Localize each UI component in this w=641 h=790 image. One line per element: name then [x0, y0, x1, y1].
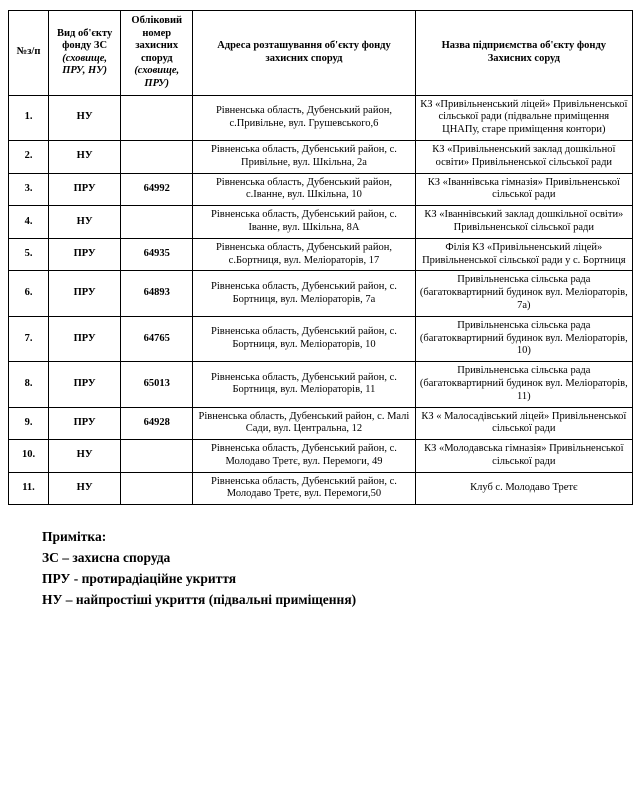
table-row	[9, 95, 633, 140]
column-header-enterprise	[415, 11, 632, 96]
cell-enterprise: Привільненська сільська рада (багатоквартирний будинок вул. Меліораторів, 7а)	[415, 271, 632, 316]
table-row	[9, 407, 633, 440]
cell-enterprise: КЗ « Малосадівський ліцей» Привільненської сільської ради	[415, 407, 632, 440]
cell-type: НУ	[49, 472, 121, 505]
cell-number: 8.	[9, 362, 49, 407]
column-header-account	[121, 11, 193, 96]
cell-type: НУ	[49, 440, 121, 473]
cell-account: 64935	[121, 238, 193, 271]
cell-enterprise: КЗ «Іваннівська гімназія» Привільненської сільської ради	[415, 173, 632, 206]
table-row	[9, 362, 633, 407]
cell-type: ПРУ	[49, 173, 121, 206]
cell-account: 64928	[121, 407, 193, 440]
table-row	[9, 238, 633, 271]
cell-type: ПРУ	[49, 407, 121, 440]
cell-type: ПРУ	[49, 316, 121, 361]
cell-enterprise: Привільненська сільська рада (багатоквартирний будинок вул. Меліораторів, 11)	[415, 362, 632, 407]
cell-type: ПРУ	[49, 238, 121, 271]
cell-address: Рівненська область, Дубенський район, с. Бортниця, вул. Меліораторів, 11	[193, 362, 415, 407]
cell-number: 1.	[9, 95, 49, 140]
table-row	[9, 440, 633, 473]
cell-enterprise: КЗ «Привільненський ліцей» Привільненської сільської ради (підвальне приміщення ЦНАПу, старе приміщення контори)	[415, 95, 632, 140]
column-header-type-sublabel: (сховище, ПРУ, НУ)	[62, 52, 108, 77]
table-header-row	[9, 11, 633, 96]
cell-number: 3.	[9, 173, 49, 206]
cell-number: 7.	[9, 316, 49, 361]
cell-account	[121, 206, 193, 239]
column-header-account-sublabel: (сховище, ПРУ)	[134, 65, 180, 89]
cell-type: НУ	[49, 140, 121, 173]
cell-address: Рівненська область, Дубенський район, с. Малі Сади, вул. Центральна, 12	[193, 407, 415, 440]
table-row	[9, 271, 633, 316]
table-row	[9, 140, 633, 173]
column-header-enterprise-label: Назва підприємства об'єкту фонду Захисних соруд	[441, 40, 607, 64]
cell-enterprise: КЗ «Молодавська гімназія» Привільненської сільської ради	[415, 440, 632, 473]
cell-number: 11.	[9, 472, 49, 505]
table-row	[9, 206, 633, 239]
column-header-number	[9, 11, 49, 96]
cell-address: Рівненська область, Дубенський район, с.Бортниця, вул. Меліораторів, 17	[193, 238, 415, 271]
cell-address: Рівненська область, Дубенський район, с. Молодаво Третє, вул. Перемоги,50	[193, 472, 415, 505]
table-body	[9, 95, 633, 505]
table-header	[9, 11, 633, 96]
cell-type: НУ	[49, 206, 121, 239]
cell-address: Рівненська область, Дубенський район, с. Іванне, вул. Шкільна, 8А	[193, 206, 415, 239]
cell-number: 5.	[9, 238, 49, 271]
cell-address: Рівненська область, Дубенський район, с.Привільне, вул. Грушевського,6	[193, 95, 415, 140]
notes-block	[42, 527, 633, 611]
shelters-table	[8, 10, 633, 505]
table-row	[9, 472, 633, 505]
cell-address: Рівненська область, Дубенський район, с. Бортниця, вул. Меліораторів, 10	[193, 316, 415, 361]
cell-account	[121, 472, 193, 505]
cell-type: ПРУ	[49, 362, 121, 407]
column-header-type-label: Вид об'єкту фонду ЗС	[56, 27, 113, 52]
cell-address: Рівненська область, Дубенський район, с.Іванне, вул. Шкільна, 10	[193, 173, 415, 206]
table-row	[9, 173, 633, 206]
column-header-address	[193, 11, 415, 96]
note-line-2: НУ – найпростіші укриття (підвальні приміщення)	[42, 592, 357, 608]
cell-number: 9.	[9, 407, 49, 440]
cell-type: ПРУ	[49, 271, 121, 316]
column-header-type	[49, 11, 121, 96]
cell-address: Рівненська область, Дубенський район, с. Привільне, вул. Шкільна, 2а	[193, 140, 415, 173]
table-row	[9, 316, 633, 361]
cell-type: НУ	[49, 95, 121, 140]
cell-account: 64893	[121, 271, 193, 316]
cell-account: 65013	[121, 362, 193, 407]
cell-enterprise: Філія КЗ «Привільненський ліцей» Привільненської сільської ради у с. Бортниця	[415, 238, 632, 271]
cell-enterprise: КЗ «Іваннівський заклад дошкільної освіти» Привільненської сільської ради	[415, 206, 632, 239]
cell-account	[121, 95, 193, 140]
cell-account	[121, 440, 193, 473]
cell-account	[121, 140, 193, 173]
cell-enterprise: Привільненська сільська рада (багатоквартирний будинок вул. Меліораторів, 10)	[415, 316, 632, 361]
note-line-1: ПРУ - протирадіаційне укриття	[42, 571, 237, 587]
notes-title: Примітка:	[42, 529, 107, 545]
cell-enterprise: Клуб с. Молодаво Третє	[415, 472, 632, 505]
cell-account: 64765	[121, 316, 193, 361]
cell-number: 6.	[9, 271, 49, 316]
column-header-address-label: Адреса розташування об'єкту фонду захисних споруд	[217, 40, 391, 64]
cell-account: 64992	[121, 173, 193, 206]
column-header-account-label: Обліковий номер захисних споруд	[131, 15, 183, 64]
note-line-0: ЗС – захисна споруда	[42, 550, 171, 566]
cell-number: 4.	[9, 206, 49, 239]
cell-number: 2.	[9, 140, 49, 173]
cell-number: 10.	[9, 440, 49, 473]
cell-address: Рівненська область, Дубенський район, с. Бортниця, вул. Меліораторів, 7а	[193, 271, 415, 316]
cell-enterprise: КЗ «Привільненський заклад дошкільної освіти» Привільненської сільської ради	[415, 140, 632, 173]
column-header-number-label: №з/п	[16, 46, 41, 58]
cell-address: Рівненська область, Дубенський район, с. Молодаво Третє, вул. Перемоги, 49	[193, 440, 415, 473]
